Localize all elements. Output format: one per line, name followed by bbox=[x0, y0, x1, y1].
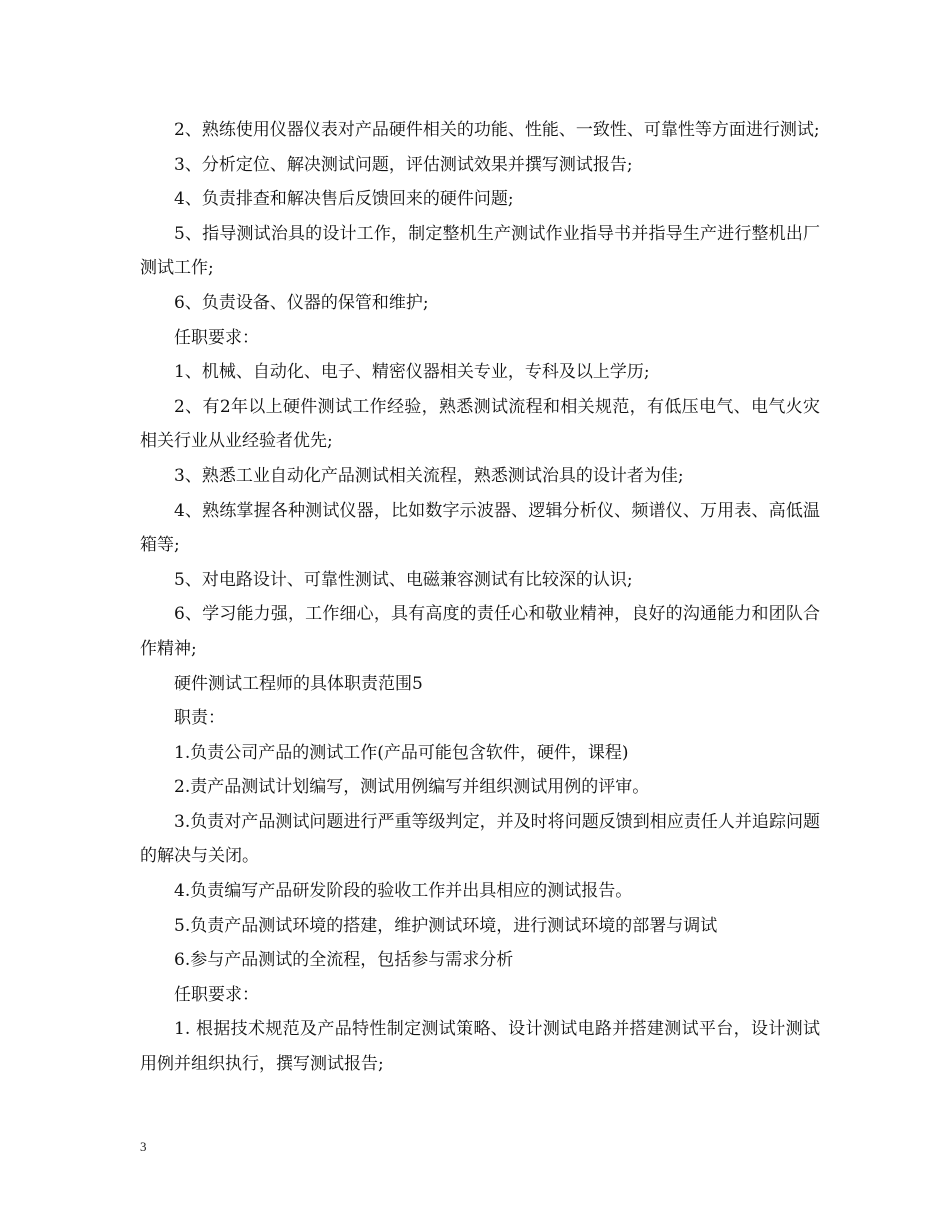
paragraph: 2、熟练使用仪器仪表对产品硬件相关的功能、性能、一致性、可靠性等方面进行测试; bbox=[174, 120, 820, 140]
paragraph: 4、熟练掌握各种测试仪器，比如数字示波器、逻辑分析仪、频谱仪、万用表、高低温箱等; bbox=[140, 500, 820, 556]
section-heading: 职责： bbox=[174, 708, 225, 729]
paragraph: 5、对电路设计、可靠性测试、电磁兼容测试有比较深的认识; bbox=[174, 569, 633, 590]
page-number: 3 bbox=[140, 1139, 147, 1154]
paragraph: 3.负责对产品测试问题进行严重等级判定，并及时将问题反馈到相应责任人并追踪问题的解决与关闭。 bbox=[140, 811, 820, 867]
paragraph: 1.负责公司产品的测试工作(产品可能包含软件，硬件，课程) bbox=[174, 742, 629, 763]
paragraph: 2、有2年以上硬件测试工作经验，熟悉测试流程和相关规范，有低压电气、电气火灾相关行业从业经验者优先; bbox=[140, 396, 820, 452]
section-title: 硬件测试工程师的具体职责范围5 bbox=[174, 673, 423, 694]
body-text bbox=[140, 113, 820, 1082]
paragraph: 3、分析定位、解决测试问题，评估测试效果并撰写测试报告; bbox=[174, 154, 633, 175]
paragraph: 2.责产品测试计划编写，测试用例编写并组织测试用例的评审。 bbox=[174, 777, 650, 798]
paragraph: 1. 根据技术规范及产品特性制定测试策略、设计测试电路并搭建测试平台，设计测试用例并组织执行，撰写测试报告; bbox=[140, 1019, 820, 1075]
section-heading: 任职要求： bbox=[174, 327, 259, 348]
section-heading: 任职要求： bbox=[174, 984, 259, 1005]
paragraph: 1、机械、自动化、电子、精密仪器相关专业，专科及以上学历; bbox=[174, 362, 650, 383]
paragraph: 6、负责设备、仪器的保管和维护; bbox=[174, 292, 429, 313]
paragraph: 6.参与产品测试的全流程，包括参与需求分析 bbox=[174, 950, 514, 971]
paragraph: 5.负责产品测试环境的搭建，维护测试环境，进行测试环境的部署与调试 bbox=[174, 915, 718, 936]
paragraph: 4.负责编写产品研发阶段的验收工作并出具相应的测试报告。 bbox=[174, 881, 633, 902]
paragraph: 5、指导测试治具的设计工作，制定整机生产测试作业指导书并指导生产进行整机出厂测试工作; bbox=[140, 223, 820, 279]
paragraph: 6、学习能力强，工作细心，具有高度的责任心和敬业精神，良好的沟通能力和团队合作精神; bbox=[140, 604, 820, 659]
paragraph: 3、熟悉工业自动化产品测试相关流程，熟悉测试治具的设计者为佳; bbox=[174, 465, 684, 486]
paragraph: 4、负责排查和解决售后反馈回来的硬件问题; bbox=[174, 189, 514, 210]
